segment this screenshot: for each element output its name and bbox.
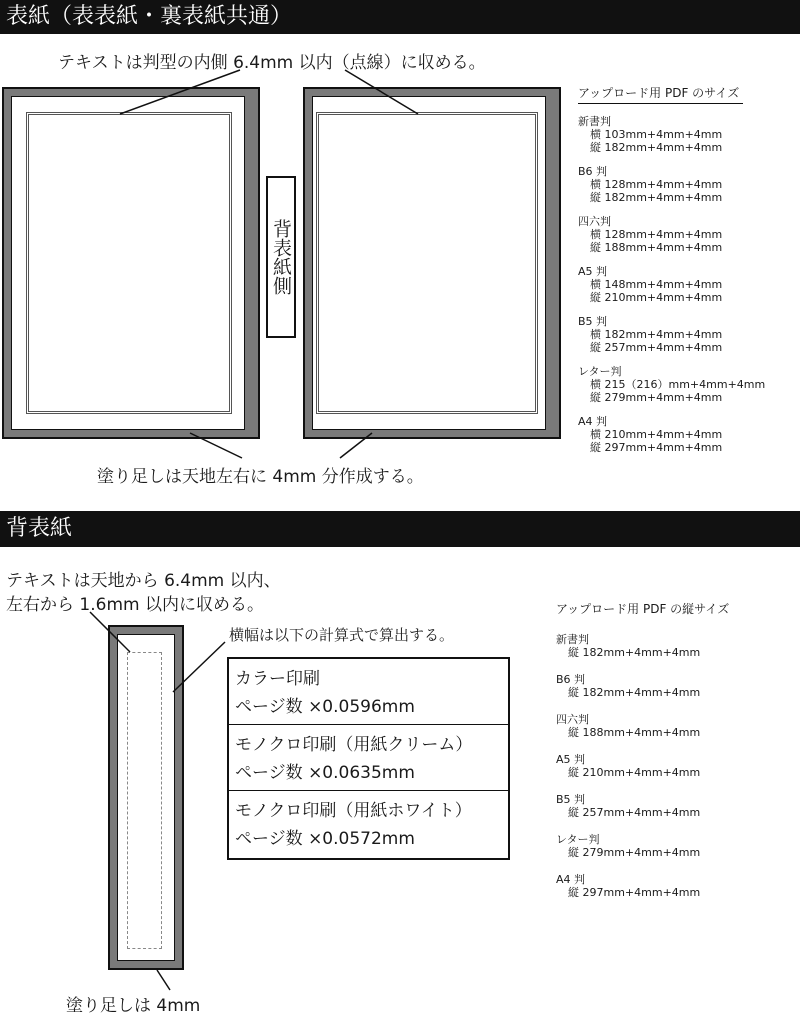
formula-value: ページ数 ×0.0635mm — [235, 763, 415, 783]
size-height: 縦 257mm+4mm+4mm — [568, 806, 701, 819]
leader-line — [90, 612, 130, 652]
section1-title: 表紙（表表紙・裏表紙共通） — [0, 0, 800, 34]
cover-text-caption: テキストは判型の内側 6.4mm 以内（点線）に収める。 — [58, 53, 486, 73]
size-width: 横 103mm+4mm+4mm — [590, 128, 723, 141]
size-name: レター判 — [578, 365, 622, 378]
size-height: 縦 188mm+4mm+4mm — [568, 726, 701, 739]
size-height: 縦 210mm+4mm+4mm — [568, 766, 701, 779]
leader-line — [173, 642, 225, 692]
size-width: 横 128mm+4mm+4mm — [590, 178, 723, 191]
size-name: 四六判 — [578, 215, 611, 228]
size-name: A4 判 — [578, 415, 608, 428]
size-height: 縦 279mm+4mm+4mm — [568, 846, 701, 859]
size-height: 縦 182mm+4mm+4mm — [590, 141, 723, 154]
size-name: A5 判 — [556, 753, 586, 766]
size-name: 新書判 — [578, 115, 611, 128]
leader-line — [340, 433, 372, 458]
cover-bleed-caption: 塗り足しは天地左右に 4mm 分作成する。 — [97, 467, 424, 487]
spine-width-caption: 横幅は以下の計算式で算出する。 — [229, 626, 455, 644]
size-name: A4 判 — [556, 873, 586, 886]
size-name: B6 判 — [556, 673, 586, 686]
spine-size-list-title: アップロード用 PDF の縦サイズ — [556, 602, 730, 616]
leader-line — [120, 70, 240, 114]
leader-line — [157, 970, 170, 990]
size-name: B5 判 — [578, 315, 608, 328]
leader-line — [345, 70, 418, 114]
size-height: 縦 297mm+4mm+4mm — [590, 441, 723, 454]
leader-line — [190, 433, 242, 458]
size-height: 縦 182mm+4mm+4mm — [568, 686, 701, 699]
spine-bleed-caption: 塗り足しは 4mm — [66, 996, 201, 1016]
formula-value: ページ数 ×0.0596mm — [235, 697, 415, 717]
size-height: 縦 257mm+4mm+4mm — [590, 341, 723, 354]
size-width: 横 182mm+4mm+4mm — [590, 328, 723, 341]
section2-title: 背表紙 — [0, 511, 800, 547]
size-height: 縦 210mm+4mm+4mm — [590, 291, 723, 304]
size-name: レター判 — [556, 833, 600, 846]
size-height: 縦 182mm+4mm+4mm — [568, 646, 701, 659]
spine-side-label: 背表紙側 — [266, 176, 296, 338]
formula-label: モノクロ印刷（用紙ホワイト） — [235, 801, 472, 821]
size-name: B6 判 — [578, 165, 608, 178]
size-width: 横 210mm+4mm+4mm — [590, 428, 723, 441]
spine-text-caption-line1: テキストは天地から 6.4mm 以内、 — [6, 571, 281, 591]
size-name: 四六判 — [556, 713, 589, 726]
spine-text-caption-line2: 左右から 1.6mm 以内に収める。 — [6, 595, 264, 615]
formula-label: カラー印刷 — [235, 669, 320, 689]
size-name: A5 判 — [578, 265, 608, 278]
size-width: 横 215（216）mm+4mm+4mm — [590, 378, 766, 391]
size-width: 横 148mm+4mm+4mm — [590, 278, 723, 291]
formula-value: ページ数 ×0.0572mm — [235, 829, 415, 849]
size-height: 縦 297mm+4mm+4mm — [568, 886, 701, 899]
formula-label: モノクロ印刷（用紙クリーム） — [235, 735, 473, 755]
size-height: 縦 279mm+4mm+4mm — [590, 391, 723, 404]
size-name: 新書判 — [556, 633, 589, 646]
size-name: B5 判 — [556, 793, 586, 806]
size-height: 縦 182mm+4mm+4mm — [590, 191, 723, 204]
size-height: 縦 188mm+4mm+4mm — [590, 241, 723, 254]
cover-size-list-title: アップロード用 PDF のサイズ — [578, 84, 743, 104]
size-width: 横 128mm+4mm+4mm — [590, 228, 723, 241]
